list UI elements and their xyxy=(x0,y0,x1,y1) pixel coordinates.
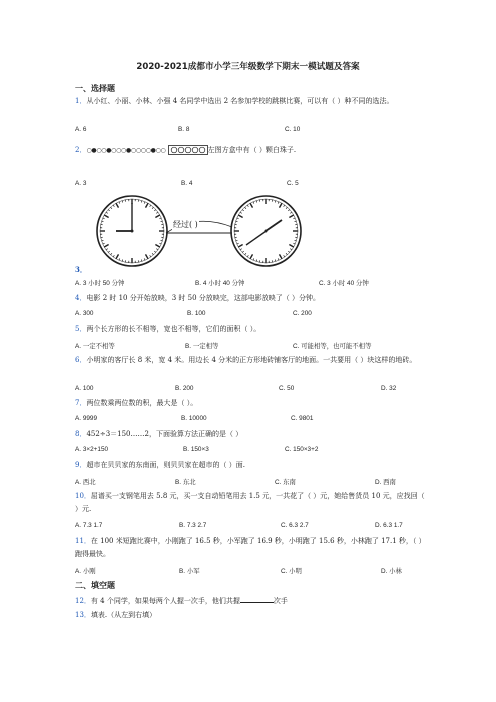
question-text: 填表.（从左到右填） xyxy=(90,611,157,619)
question-text-suffix: 次手 xyxy=(273,597,288,605)
question-9 xyxy=(75,459,425,472)
option-d: D. 6.3 1.7 xyxy=(375,522,403,529)
question-number: 12． xyxy=(75,597,91,605)
option-a: A. 西北 xyxy=(75,479,96,486)
elapsed-label: 经过( ) xyxy=(173,220,198,229)
option-b: B. 100 xyxy=(187,310,206,317)
option-c: C. 50 xyxy=(279,385,295,392)
option-a: A. 300 xyxy=(75,310,94,317)
question-1 xyxy=(75,95,425,108)
question-text: 电影 2 时 10 分开始放映，3 时 50 分放映完，这部电影放映了（ ）分钟。 xyxy=(86,294,320,302)
question-6 xyxy=(75,354,425,367)
option-b: B. 东北 xyxy=(175,479,196,486)
option-c: C. 150×3+2 xyxy=(285,446,319,453)
option-c: C. 5 xyxy=(287,180,299,187)
bead-sequence: ○●○○●○○○●○○○○●○○ xyxy=(86,147,166,154)
options-9 xyxy=(75,477,425,487)
options-11 xyxy=(75,566,425,576)
question-8 xyxy=(75,428,425,441)
question-text: 在 100 米短跑比赛中，小刚跑了 16.5 秒，小军跑了 16.9 秒，小明跑了 15.6 秒，小林跑了 17.1 秒，（ ）跑得最快。 xyxy=(75,537,423,558)
answer-blank[interactable] xyxy=(240,595,274,603)
option-a: A. 3 小时 50 分钟 xyxy=(75,280,125,287)
option-a: A. 3×2+150 xyxy=(75,446,109,453)
clock-illustration xyxy=(96,193,306,269)
option-c: C. 可能相等，也可能不相等 xyxy=(293,343,372,350)
option-c: C. 东南 xyxy=(275,479,296,486)
option-d: D. 32 xyxy=(381,385,397,392)
question-10 xyxy=(75,490,425,516)
option-b: B. 10000 xyxy=(181,415,207,422)
right-clock-icon xyxy=(231,196,301,266)
option-a: A. 小刚 xyxy=(75,568,96,575)
question-text: 超市在贝贝家的东南面，则贝贝家在超市的（ ）面. xyxy=(86,461,245,469)
option-c: C. 10 xyxy=(285,126,301,133)
option-a: A. 3 xyxy=(75,180,87,187)
option-c: C. 200 xyxy=(293,310,312,317)
options-1 xyxy=(75,126,425,136)
section-heading-choice: 一、选择题 xyxy=(75,84,115,93)
question-number: 1． xyxy=(75,97,87,105)
option-c: C. 3 小时 40 分钟 xyxy=(319,280,369,287)
option-a: A. 6 xyxy=(75,126,87,133)
question-11 xyxy=(75,535,425,561)
option-b: B. 4 xyxy=(181,180,193,187)
option-b: B. 4 小时 40 分钟 xyxy=(195,280,245,287)
page-title: 2020-2021成都市小学三年级数学下期末一模试题及答案 xyxy=(136,62,360,72)
question-number: 11． xyxy=(75,537,91,545)
left-clock-icon xyxy=(97,196,167,266)
question-text: 从小红、小丽、小林、小强 4 名同学中选出 2 名参加学校的跳棋比赛，可以有（ ）种不同的选法。 xyxy=(86,97,394,105)
question-number: 4． xyxy=(75,294,87,302)
option-b: B. 7.3 2.7 xyxy=(179,522,207,529)
question-12 xyxy=(75,595,425,608)
question-text: 小明家的客厅长 8 米，宽 4 米。用边长 4 分米的正方形地砖铺客厅的地面。一共要用（ ）块这样的地砖。 xyxy=(86,356,417,364)
question-text: 两个长方形的长不相等，宽也不相等，它们的面积（ ）。 xyxy=(86,325,261,333)
option-d: D. 西南 xyxy=(375,479,396,486)
option-c: C. 6.3 2.7 xyxy=(281,522,309,529)
question-7 xyxy=(75,397,425,410)
options-10 xyxy=(75,522,425,532)
question-4 xyxy=(75,292,425,305)
question-2 xyxy=(75,144,425,157)
options-4 xyxy=(75,310,425,320)
question-number: 8． xyxy=(75,430,87,438)
question-text: 452÷3＝150……2，下面验算方法正确的是（ ） xyxy=(86,430,243,438)
option-b: B. 8 xyxy=(178,126,190,133)
question-number: 13． xyxy=(75,611,91,619)
question-number: 10． xyxy=(75,492,91,500)
options-2 xyxy=(75,180,425,190)
question-text: 左图方盒中有（ ）颗白珠子. xyxy=(207,146,297,154)
options-7 xyxy=(75,415,425,425)
question-text: 两位数乘两位数的积，最大是（ ）。 xyxy=(86,399,198,407)
options-6 xyxy=(75,385,425,395)
question-text: 有 4 个同学，如果每两个人握一次手，他们共握 xyxy=(90,597,240,605)
question-number: 7． xyxy=(75,399,87,407)
bead-box-icon xyxy=(168,145,208,155)
option-a: A. 100 xyxy=(75,385,94,392)
option-b: B. 一定相等 xyxy=(185,343,219,350)
question-text: 屈谱买一支钢笔用去 5.8 元，买一支自动铅笔用去 1.5 元，一共花了（ ）元，她给售货员 10 元，应找回（ ）元. xyxy=(75,492,425,513)
question-number: 2． xyxy=(75,146,87,154)
option-b: B. 200 xyxy=(175,385,194,392)
question-number: 5． xyxy=(75,325,87,333)
option-d: D. 小林 xyxy=(381,568,402,575)
option-c: C. 小明 xyxy=(281,568,302,575)
question-number: 3． xyxy=(75,265,87,274)
options-3 xyxy=(75,278,425,288)
options-5 xyxy=(75,341,425,351)
question-number: 6． xyxy=(75,356,87,364)
question-5 xyxy=(75,323,425,336)
section-heading-fill: 二、填空题 xyxy=(75,581,115,590)
option-b: B. 小军 xyxy=(179,568,200,575)
option-a: A. 一定不相等 xyxy=(75,343,115,350)
option-a: A. 7.3 1.7 xyxy=(75,522,103,529)
option-a: A. 9999 xyxy=(75,415,98,422)
question-number: 9． xyxy=(75,461,87,469)
options-8 xyxy=(75,446,425,456)
option-c: C. 9801 xyxy=(291,415,314,422)
question-13 xyxy=(75,609,425,622)
option-b: B. 150×3 xyxy=(183,446,209,453)
